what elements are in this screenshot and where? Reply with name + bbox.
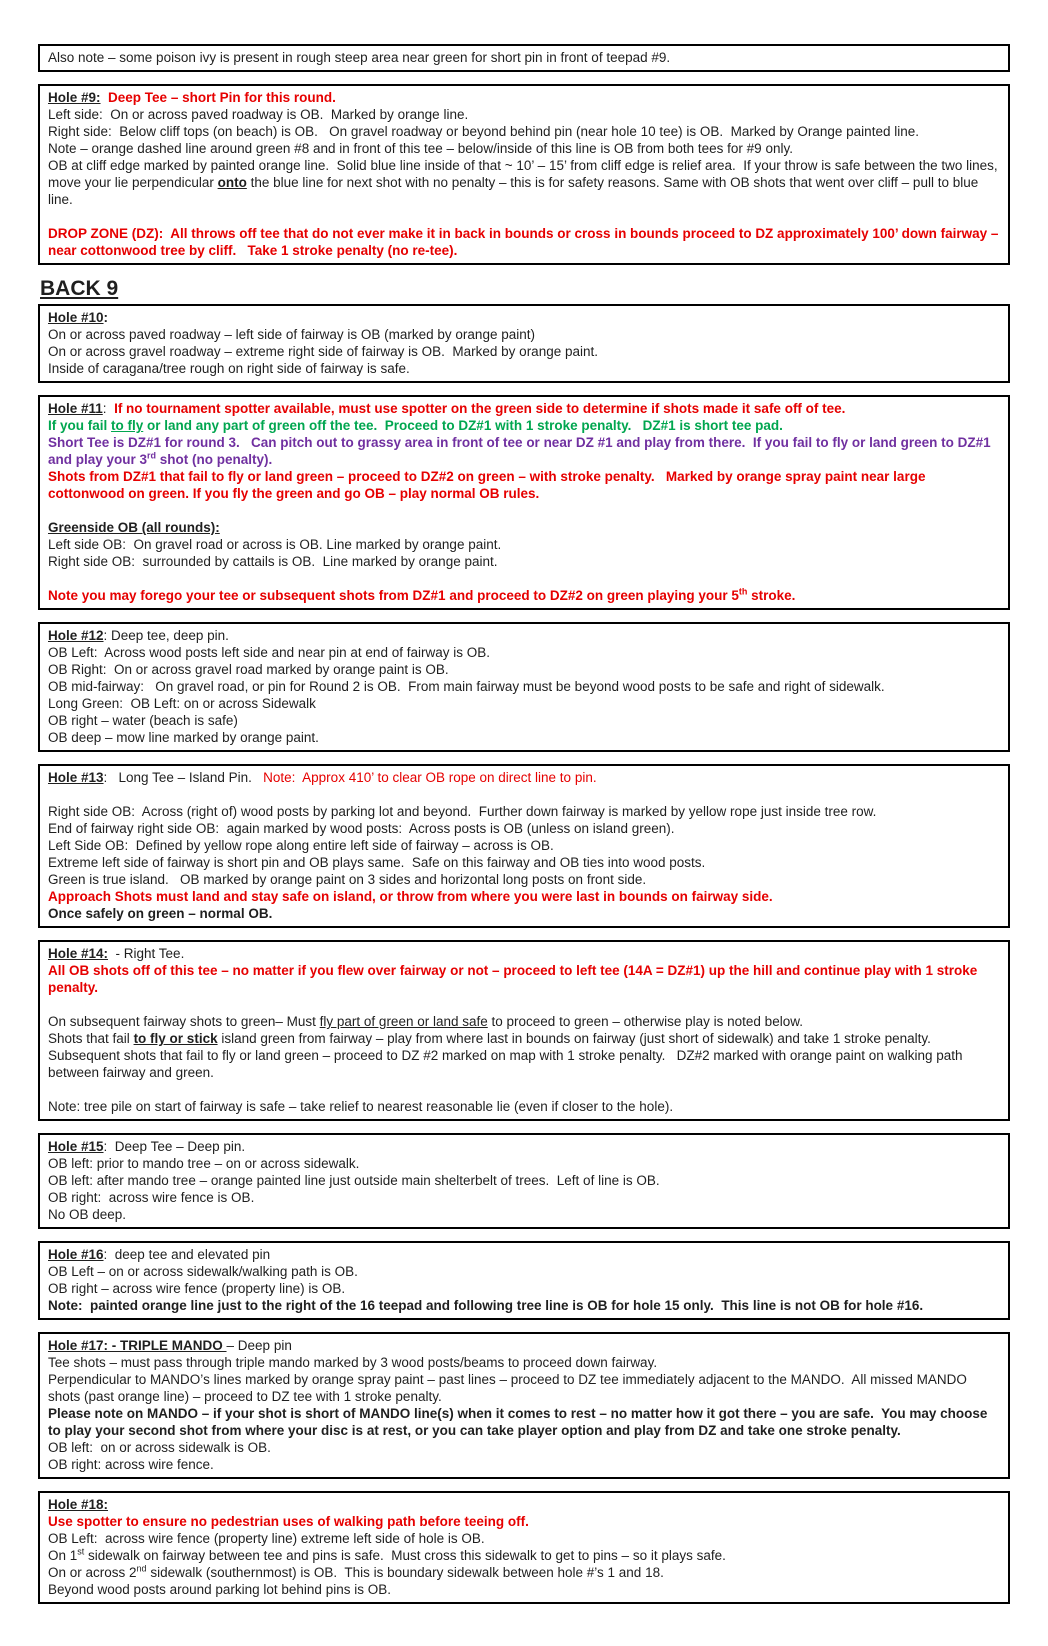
text-line xyxy=(48,1013,1000,1030)
hole-14-rules-section xyxy=(38,940,1010,1121)
text-run: Hole #13 xyxy=(48,770,104,785)
text-run: OB right – water (beach is safe) xyxy=(48,713,238,728)
text-line xyxy=(48,1530,1000,1547)
hole-11-rules-section xyxy=(38,395,1010,610)
text-line xyxy=(48,1263,1000,1280)
text-run: Right side OB: surrounded by cattails is OB. Line marked by orange paint. xyxy=(48,554,498,569)
blank-line xyxy=(48,502,1000,519)
text-run: Left Side OB: Defined by yellow rope along entire left side of fairway – across is OB. xyxy=(48,838,554,853)
text-run: stroke. xyxy=(747,588,796,603)
text-run: OB left: after mando tree – orange painted line just outside main shelterbelt of trees. Left of line is OB. xyxy=(48,1173,660,1188)
text-run: Hole #15 xyxy=(48,1139,104,1154)
text-run: the blue line for next shot with no penalty – this is for safety reasons. Same with OB shots that went over cliff – pull to blue line. xyxy=(48,175,982,207)
text-run: Hole #10 xyxy=(48,310,104,325)
text-run: All OB shots off of this tee – no matter if you flew over fairway or not – proceed to left tee (14A = DZ#1) up the hill and continue play with 1 stroke penalty. xyxy=(48,963,982,995)
text-line xyxy=(48,644,1000,661)
text-line xyxy=(48,553,1000,570)
text-run: : Deep Tee – Deep pin. xyxy=(103,1139,246,1154)
text-line xyxy=(48,343,1000,360)
text-line xyxy=(48,769,1000,786)
text-run: Use spotter to ensure no pedestrian uses of walking path before teeing off. xyxy=(48,1514,529,1529)
text-run: sidewalk (southernmost) is OB. This is boundary sidewalk between hole #’s 1 and 18. xyxy=(146,1565,664,1580)
blank-line xyxy=(48,786,1000,803)
hole-17-rules-section xyxy=(38,1332,1010,1479)
text-line xyxy=(48,820,1000,837)
text-run: Note: Approx 410’ to clear OB rope on direct line to pin. xyxy=(263,770,597,785)
text-run: On or across paved roadway – left side of fairway is OB (marked by orange paint) xyxy=(48,327,535,342)
text-run: On or across gravel roadway – extreme right side of fairway is OB. Marked by orange paint. xyxy=(48,344,598,359)
text-line xyxy=(48,140,1000,157)
text-run: sidewalk on fairway between tee and pins is safe. Must cross this sidewalk to get to pins – so it plays safe. xyxy=(84,1548,726,1563)
text-run: Hole #14: xyxy=(48,946,109,961)
text-line xyxy=(48,326,1000,343)
text-run: Hole #9: xyxy=(48,90,101,105)
text-run: Hole #18: xyxy=(48,1497,109,1512)
text-run: Right side OB: Across (right of) wood posts by parking lot and beyond. Further down fairway is marked by yellow rope just inside tree row. xyxy=(48,804,877,819)
text-line xyxy=(48,1456,1000,1473)
text-run: Approach Shots must land and stay safe on island, or throw from where you were last in bounds on fairway side. xyxy=(48,889,773,904)
text-run: : deep tee and elevated pin xyxy=(103,1247,271,1262)
text-line xyxy=(48,871,1000,888)
text-run: Hole #11 xyxy=(48,401,103,416)
text-line xyxy=(48,360,1000,377)
blank-line xyxy=(48,208,1000,225)
text-line xyxy=(48,89,1000,106)
text-line xyxy=(48,1496,1000,1513)
text-run: OB right – across wire fence (property line) is OB. xyxy=(48,1281,346,1296)
text-run: Tee shots – must pass through triple mando marked by 3 wood posts/beams to proceed down fairway. xyxy=(48,1355,658,1370)
text-run: to fly xyxy=(111,418,144,433)
text-run: island green from fairway – play from where last in bounds on fairway (just short of sidewalk) and take 1 stroke penalty. xyxy=(217,1031,931,1046)
text-run: or land any part of green off the tee. Proceed to DZ#1 with 1 stroke penalty. DZ#1 is short tee pad. xyxy=(143,418,783,433)
text-line xyxy=(48,1547,1000,1564)
text-run: Note: tree pile on start of fairway is safe – take relief to nearest reasonable lie (even if closer to the hole). xyxy=(48,1099,674,1114)
text-line xyxy=(48,888,1000,905)
text-line xyxy=(48,1172,1000,1189)
text-line xyxy=(48,157,1000,208)
hole-16-rules-section xyxy=(38,1241,1010,1320)
text-run: Short Tee is DZ#1 for round 3. Can pitch out to grassy area in front of tee or near DZ #1 and play from there. If you fail to fly or land green to DZ#1 and play your 3 xyxy=(48,435,995,467)
text-line xyxy=(48,905,1000,922)
text-line xyxy=(48,803,1000,820)
text-run: End of fairway right side OB: again marked by wood posts: Across posts is OB (unless on island green). xyxy=(48,821,675,836)
text-run: onto xyxy=(217,175,247,190)
text-line xyxy=(48,1098,1000,1115)
text-line xyxy=(48,536,1000,553)
text-run: OB right: across wire fence. xyxy=(48,1457,214,1472)
text-run: Extreme left side of fairway is short pin and OB plays same. Safe on this fairway and OB ties into wood posts. xyxy=(48,855,706,870)
text-run: Shots from DZ#1 that fail to fly or land green – proceed to DZ#2 on green – with stroke penalty. Marked by orange spray paint near large cottonwood on green. If you fly the green and go OB – play normal OB rules. xyxy=(48,469,930,501)
text-run: st xyxy=(77,1546,85,1557)
text-line xyxy=(48,712,1000,729)
text-line xyxy=(48,678,1000,695)
text-run: OB left: on or across sidewalk is OB. xyxy=(48,1440,271,1455)
text-run: Left side: On or across paved roadway is OB. Marked by orange line. xyxy=(48,107,469,122)
text-run: - Right Tee. xyxy=(108,946,185,961)
text-run: OB deep – mow line marked by orange paint. xyxy=(48,730,319,745)
text-run: Also note – some poison ivy is present in rough steep area near green for short pin in front of teepad #9. xyxy=(48,50,671,65)
text-run: Subsequent shots that fail to fly or land green – proceed to DZ #2 marked on map with 1 stroke penalty. DZ#2 marked with orange paint on walking path between fairway and green. xyxy=(48,1048,967,1080)
hole-9-rules-section xyxy=(38,84,1010,265)
text-line xyxy=(48,1337,1000,1354)
text-run: OB Left: across wire fence (property line) extreme left side of hole is OB. xyxy=(48,1531,485,1546)
text-line xyxy=(48,661,1000,678)
text-run: Greenside OB (all rounds): xyxy=(48,520,220,535)
text-line xyxy=(48,962,1000,996)
text-run: Beyond wood posts around parking lot behind pins is OB. xyxy=(48,1582,391,1597)
text-line xyxy=(48,1030,1000,1047)
text-run: No OB deep. xyxy=(48,1207,127,1222)
text-run: fly part of green or land safe xyxy=(319,1014,488,1029)
text-run: : xyxy=(103,310,109,325)
text-run: Note: painted orange line just to the right of the 16 teepad and following tree line is OB for hole 15 only. This line is not OB for hole #16. xyxy=(48,1298,924,1313)
text-run: On subsequent fairway shots to green– Must xyxy=(48,1014,320,1029)
text-line xyxy=(48,729,1000,746)
text-line xyxy=(48,1581,1000,1598)
text-line xyxy=(48,1297,1000,1314)
text-line xyxy=(48,123,1000,140)
hole-12-rules-section xyxy=(38,622,1010,752)
text-line xyxy=(48,400,1000,417)
text-run: Left side OB: On gravel road or across is OB. Line marked by orange paint. xyxy=(48,537,502,552)
text-run: : Deep tee, deep pin. xyxy=(103,628,229,643)
text-line xyxy=(48,1513,1000,1530)
poison-ivy-note-box xyxy=(38,44,1010,72)
text-run: Hole #12 xyxy=(48,628,104,643)
text-line xyxy=(48,837,1000,854)
text-line xyxy=(48,49,1000,66)
text-run: Note you may forego your tee or subsequent shots from DZ#1 and proceed to DZ#2 on green playing your 5 xyxy=(48,588,739,603)
hole-15-rules-section xyxy=(38,1133,1010,1229)
text-run: – Deep pin xyxy=(226,1338,292,1353)
text-line xyxy=(48,1047,1000,1081)
text-line xyxy=(48,1246,1000,1263)
text-run: to fly or stick xyxy=(133,1031,218,1046)
text-run: rd xyxy=(147,450,157,461)
text-run: DROP ZONE (DZ): All throws off tee that do not ever make it in back in bounds or cross in bounds proceed to DZ approximately 100’ down fairway – near cottonwood tree by cliff. Take 1 stroke penalty (no re-tee). xyxy=(48,226,1003,258)
text-line xyxy=(48,587,1000,604)
text-run: Shots that fail xyxy=(48,1031,134,1046)
text-line xyxy=(48,225,1003,259)
back-9-heading: BACK 9 xyxy=(40,277,119,300)
text-run: nd xyxy=(136,1563,147,1574)
text-run: Hole #17: - TRIPLE MANDO xyxy=(48,1338,227,1353)
text-line xyxy=(48,417,1000,434)
text-line xyxy=(48,106,1000,123)
blank-line xyxy=(48,570,1000,587)
text-run: Hole #16 xyxy=(48,1247,104,1262)
text-line xyxy=(48,627,1000,644)
text-run: OB Right: On or across gravel road marked by orange paint is OB. xyxy=(48,662,449,677)
text-run: Note – orange dashed line around green #8 and in front of this tee – below/inside of this line is OB from both tees for #9 only. xyxy=(48,141,793,156)
hole-10-rules-section xyxy=(38,304,1010,383)
text-run xyxy=(101,90,109,105)
text-run: If you fail xyxy=(48,418,112,433)
text-line xyxy=(48,309,1000,326)
text-run: OB Left: Across wood posts left side and near pin at end of fairway is OB. xyxy=(48,645,490,660)
text-run: shot (no penalty). xyxy=(156,452,273,467)
blank-line xyxy=(48,1081,1000,1098)
text-run: OB left: prior to mando tree – on or across sidewalk. xyxy=(48,1156,360,1171)
text-run: : xyxy=(102,401,115,416)
text-run: On 1 xyxy=(48,1548,78,1563)
text-run: Deep Tee – short Pin for this round. xyxy=(108,90,336,105)
text-line xyxy=(48,1371,1000,1405)
text-run: On or across 2 xyxy=(48,1565,137,1580)
hole-18-rules-section xyxy=(38,1491,1010,1604)
text-line xyxy=(48,1138,1000,1155)
text-line xyxy=(48,1189,1000,1206)
text-run: OB Left – on or across sidewalk/walking path is OB. xyxy=(48,1264,358,1279)
text-run: OB right: across wire fence is OB. xyxy=(48,1190,255,1205)
text-line xyxy=(48,1155,1000,1172)
text-line xyxy=(48,945,1000,962)
text-run: Green is true island. OB marked by orange paint on 3 sides and horizontal long posts on front side. xyxy=(48,872,647,887)
text-run: OB at cliff edge marked by painted orange line. Solid blue line inside of that ~ 10’ – 15’ from cliff edge is relief area. If your throw is safe between the two lines, move your lie perpendicular xyxy=(48,158,1002,190)
text-line xyxy=(48,1280,1000,1297)
text-run: Inside of caragana/tree rough on right side of fairway is safe. xyxy=(48,361,410,376)
text-run: to proceed to green – otherwise play is noted below. xyxy=(487,1014,803,1029)
text-run: OB mid-fairway: On gravel road, or pin for Round 2 is OB. From main fairway must be beyond wood posts to be safe and right of sidewalk. xyxy=(48,679,885,694)
text-line xyxy=(48,1405,1000,1439)
blank-line xyxy=(48,996,1000,1013)
text-run: Perpendicular to MANDO’s lines marked by orange spray paint – past lines – proceed to DZ tee immediately adjacent to the MANDO. All missed MANDO shots (past orange line) – proceed to DZ tee with 1 stroke penalty. xyxy=(48,1372,971,1404)
text-run: Please note on MANDO – if your shot is short of MANDO line(s) when it comes to rest – no matter how it got there – you are safe. You may choose to play your second shot from where your disc is at rest, or you can take player option and play from DZ and take one stroke penalty. xyxy=(48,1406,992,1438)
text-run: : Long Tee – Island Pin. xyxy=(103,770,264,785)
text-line xyxy=(48,1564,1000,1581)
text-line xyxy=(48,1439,1000,1456)
hole-13-rules-section xyxy=(38,764,1010,928)
text-line xyxy=(48,434,1000,468)
text-line xyxy=(48,695,1000,712)
text-run: If no tournament spotter available, must use spotter on the green side to determine if shots made it safe off of tee. xyxy=(114,401,846,416)
text-line xyxy=(48,1354,1000,1371)
text-line xyxy=(48,519,1000,536)
text-run: Long Green: OB Left: on or across Sidewalk xyxy=(48,696,316,711)
text-run: th xyxy=(738,586,748,597)
text-run: Right side: Below cliff tops (on beach) is OB. On gravel roadway or beyond behind pin (near hole 10 tee) is OB. Marked by Orange painted line. xyxy=(48,124,919,139)
text-line xyxy=(48,854,1000,871)
text-run: Once safely on green – normal OB. xyxy=(48,906,273,921)
text-line xyxy=(48,468,1000,502)
text-line xyxy=(48,1206,1000,1223)
